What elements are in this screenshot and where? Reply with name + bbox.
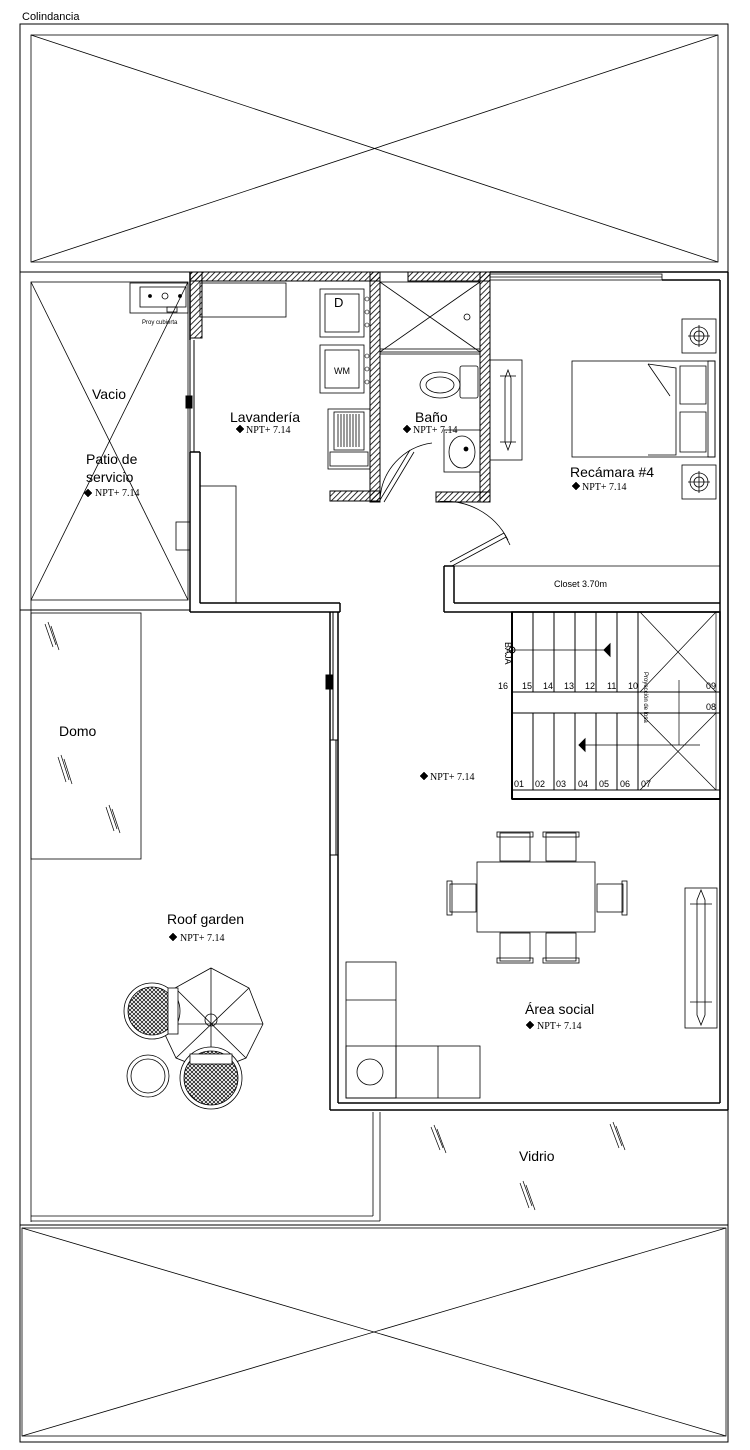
top-void	[31, 35, 718, 262]
roof-sliding-door	[326, 612, 338, 855]
dining-table	[447, 832, 627, 963]
laundry-door	[380, 443, 432, 502]
top-window	[490, 274, 662, 280]
laundry-valves	[365, 297, 369, 384]
stair-step: 03	[556, 779, 567, 789]
closet-label: Closet 3.70m	[554, 579, 608, 589]
stair-step: 10	[628, 681, 639, 691]
dryer-label: D	[334, 295, 344, 310]
washer-label: WM	[334, 366, 350, 376]
bottom-void	[22, 1228, 726, 1436]
bathroom-door	[436, 501, 510, 566]
stair-step: 15	[522, 681, 533, 691]
colindancia-label: Colindancia	[22, 11, 80, 23]
room-label-roof-garden: Roof garden	[167, 911, 245, 927]
bathroom-sink	[444, 430, 480, 472]
room-label-lavanderia: Lavandería	[230, 409, 301, 425]
room-label-domo: Domo	[59, 723, 97, 739]
shower	[380, 282, 480, 354]
stair-step: 09	[706, 681, 717, 691]
service-sink	[130, 283, 188, 313]
level-patio: NPT+ 7.14	[95, 488, 140, 499]
stair-step: 01	[514, 779, 525, 789]
room-label-area-social: Área social	[525, 1001, 595, 1017]
garden-chair-left	[124, 983, 180, 1039]
nightstand-bottom	[682, 465, 716, 499]
room-label-recamara: Recámara #4	[570, 464, 655, 480]
laundry-counter	[200, 283, 286, 317]
garden-chair-right	[180, 1047, 242, 1109]
stair-step: 12	[585, 681, 596, 691]
staircase	[509, 612, 720, 799]
room-label-patio-2: servicio	[86, 469, 134, 485]
stair-step: 04	[578, 779, 589, 789]
stair-step: 02	[535, 779, 546, 789]
stair-step: 05	[599, 779, 610, 789]
stair-step: 14	[543, 681, 554, 691]
stair-step: 07	[641, 779, 652, 789]
proy-cubierta-label: Proy cubierta	[142, 320, 178, 326]
stair-step: 16	[498, 681, 509, 691]
toilet	[420, 366, 478, 398]
room-label-vacio: Vacio	[92, 386, 126, 402]
level-recamara: NPT+ 7.14	[582, 482, 627, 493]
stair-numbers-lower	[514, 779, 651, 789]
garden-side-table	[127, 1055, 169, 1097]
level-markers	[84, 425, 580, 1029]
wall-rack	[685, 888, 717, 1028]
level-roof: NPT+ 7.14	[180, 933, 225, 944]
room-label-bano: Baño	[415, 409, 448, 425]
stair-step: 08	[706, 702, 717, 712]
sofa	[346, 962, 480, 1098]
stair-step: 06	[620, 779, 631, 789]
vidrio-glass-marks	[431, 1122, 625, 1210]
laundry-sink	[328, 409, 370, 469]
level-hall: NPT+ 7.14	[430, 772, 475, 783]
nightstand-top	[682, 319, 716, 353]
lot-boundary	[20, 24, 728, 1442]
laundry-shelf	[200, 486, 236, 603]
stair-step: 11	[607, 681, 617, 691]
bed	[572, 361, 715, 457]
level-social: NPT+ 7.14	[537, 1021, 582, 1032]
room-label-patio-1: Patio de	[86, 451, 138, 467]
level-lavanderia: NPT+ 7.14	[246, 425, 291, 436]
room-label-vidrio: Vidrio	[519, 1148, 555, 1164]
level-bano: NPT+ 7.14	[413, 425, 458, 436]
coat-rack	[490, 360, 522, 460]
slab-projection-label: Proyección de losa	[642, 672, 648, 723]
stair-step: 13	[564, 681, 575, 691]
lavanderia-window	[186, 340, 194, 452]
stair-down-label: BAJA	[503, 642, 513, 665]
patio-void	[31, 282, 188, 600]
